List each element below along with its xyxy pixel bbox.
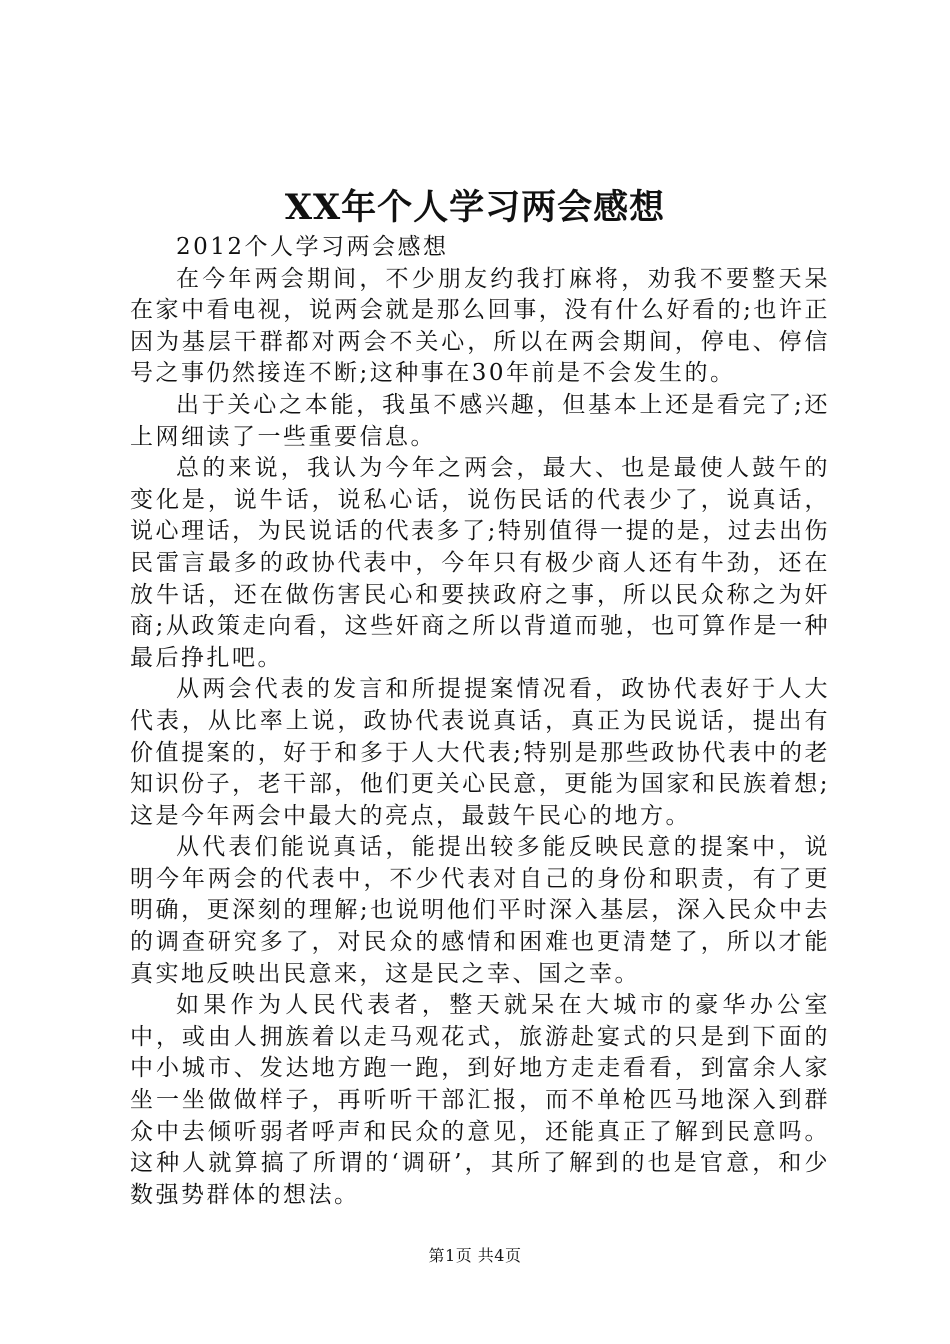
paragraph: 总的来说，我认为今年之两会，最大、也是最使人鼓午的变化是，说牛话，说私心话，说伤民话的代表少了，说真话，说心理话，为民说话的代表多了;特别值得一提的是，过去出伤民雷言最多的政协代表中，今年只有极少商人还有牛劲，还在放牛话，还在做伤害民心和要挟政府之事，所以民众称之为奸商;从政策走向看，这些奸商之所以背道而驰，也可算作是一种最后挣扎吧。 bbox=[130, 455, 830, 671]
page-number-footer: 第1页 共4页 bbox=[428, 1246, 522, 1265]
document-body bbox=[130, 232, 830, 1211]
paragraph: 出于关心之本能，我虽不感兴趣，但基本上还是看完了;还上网细读了一些重要信息。 bbox=[130, 391, 830, 450]
paragraph: 从两会代表的发言和所提提案情况看，政协代表好于人大代表，从比率上说，政协代表说真话，真正为民说话，提出有价值提案的，好于和多于人大代表;特别是那些政协代表中的老知识份子，老干部，他们更关心民意，更能为国家和民族着想;这是今年两会中最大的亮点，最鼓午民心的地方。 bbox=[130, 676, 830, 829]
paragraph: 从代表们能说真话，能提出较多能反映民意的提案中，说明今年两会的代表中，不少代表对自己的身份和职责，有了更明确，更深刻的理解;也说明他们平时深入基层，深入民众中去的调查研究多了，对民众的感情和困难也更清楚了，所以才能真实地反映出民意来，这是民之幸、国之幸。 bbox=[130, 834, 830, 987]
paragraph: 在今年两会期间，不少朋友约我打麻将，劝我不要整天呆在家中看电视，说两会就是那么回事，没有什么好看的;也许正因为基层干群都对两会不关心，所以在两会期间，停电、停信号之事仍然接连不断;这种事在30年前是不会发生的。 bbox=[130, 265, 830, 387]
document-title: XX年个人学习两会感想 bbox=[284, 187, 666, 228]
document-subtitle: 2012个人学习两会感想 bbox=[176, 234, 449, 260]
paragraph: 如果作为人民代表者，整天就呆在大城市的豪华办公室中，或由人拥族着以走马观花式，旅游赴宴式的只是到下面的中小城市、发达地方跑一跑，到好地方走走看看，到富余人家坐一坐做做样子，再听听干部汇报，而不单枪匹马地深入到群众中去倾听弱者呼声和民众的意见，还能真正了解到民意吗。这种人就算搞了所谓的‘调研’，其所了解到的也是官意，和少数强势群体的想法。 bbox=[130, 992, 830, 1208]
